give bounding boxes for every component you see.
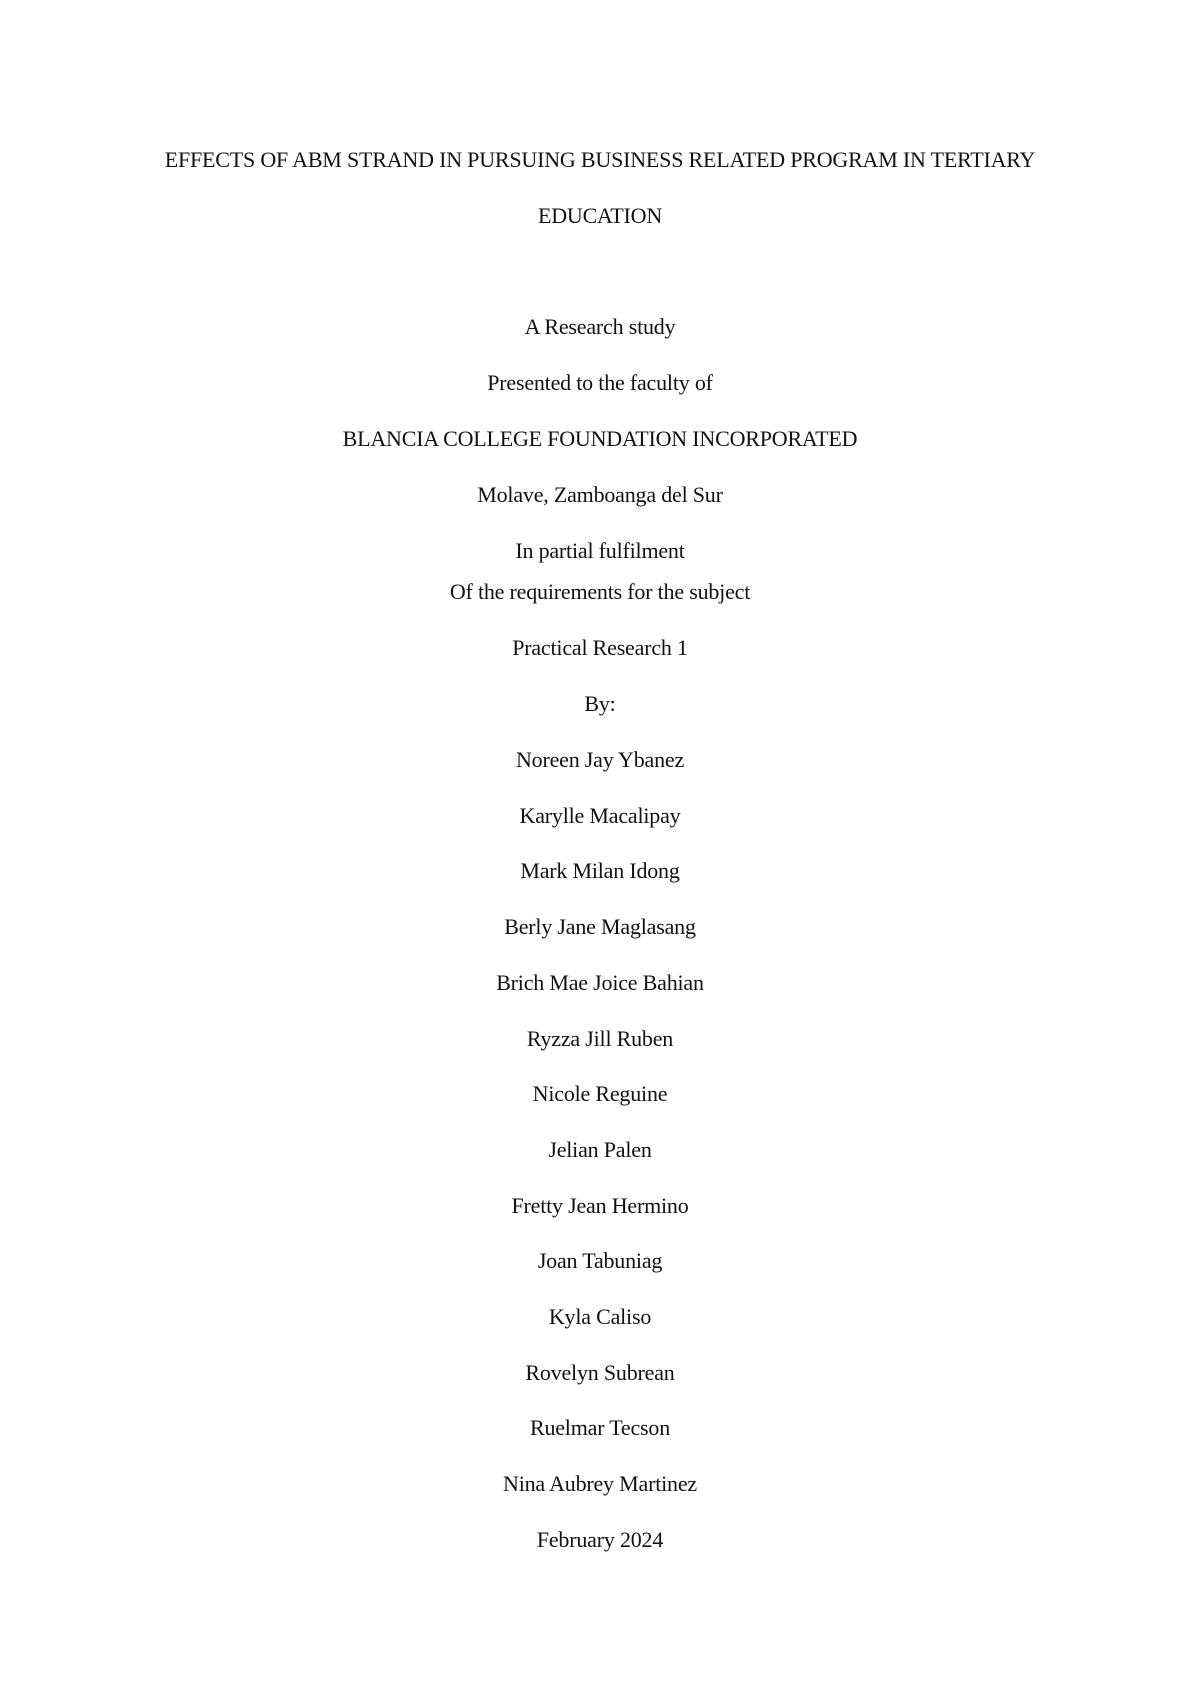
fulfilment-line-1: In partial fulfilment bbox=[515, 538, 685, 563]
author-name: Noreen Jay Ybanez bbox=[515, 747, 685, 772]
title-line-2: EDUCATION bbox=[537, 203, 663, 228]
institution-location: Molave, Zamboanga del Sur bbox=[477, 482, 723, 507]
author-name: Joan Tabuniag bbox=[537, 1248, 663, 1273]
author-name: Fretty Jean Hermino bbox=[511, 1193, 689, 1218]
submission-date: February 2024 bbox=[536, 1527, 664, 1552]
author-name: Nina Aubrey Martinez bbox=[503, 1471, 697, 1496]
author-name: Rovelyn Subrean bbox=[525, 1360, 675, 1385]
author-name: Brich Mae Joice Bahian bbox=[496, 970, 704, 995]
author-name: Kyla Caliso bbox=[548, 1304, 652, 1329]
author-name: Jelian Palen bbox=[548, 1137, 652, 1162]
subject-name: Practical Research 1 bbox=[512, 635, 688, 660]
document-type: A Research study bbox=[524, 314, 676, 339]
by-label: By: bbox=[584, 691, 616, 716]
presented-to: Presented to the faculty of bbox=[487, 370, 713, 395]
author-name: Mark Milan Idong bbox=[520, 858, 680, 883]
institution-name: BLANCIA COLLEGE FOUNDATION INCORPORATED bbox=[342, 426, 858, 451]
title-line-1: EFFECTS OF ABM STRAND IN PURSUING BUSINESS RELATED PROGRAM IN TERTIARY bbox=[164, 147, 1036, 172]
author-name: Karylle Macalipay bbox=[519, 803, 681, 828]
fulfilment-line-2: Of the requirements for the subject bbox=[449, 579, 751, 604]
author-name: Berly Jane Maglasang bbox=[504, 914, 696, 939]
author-name: Ryzza Jill Ruben bbox=[526, 1026, 674, 1051]
author-name: Nicole Reguine bbox=[532, 1081, 668, 1106]
author-name: Ruelmar Tecson bbox=[529, 1415, 671, 1440]
